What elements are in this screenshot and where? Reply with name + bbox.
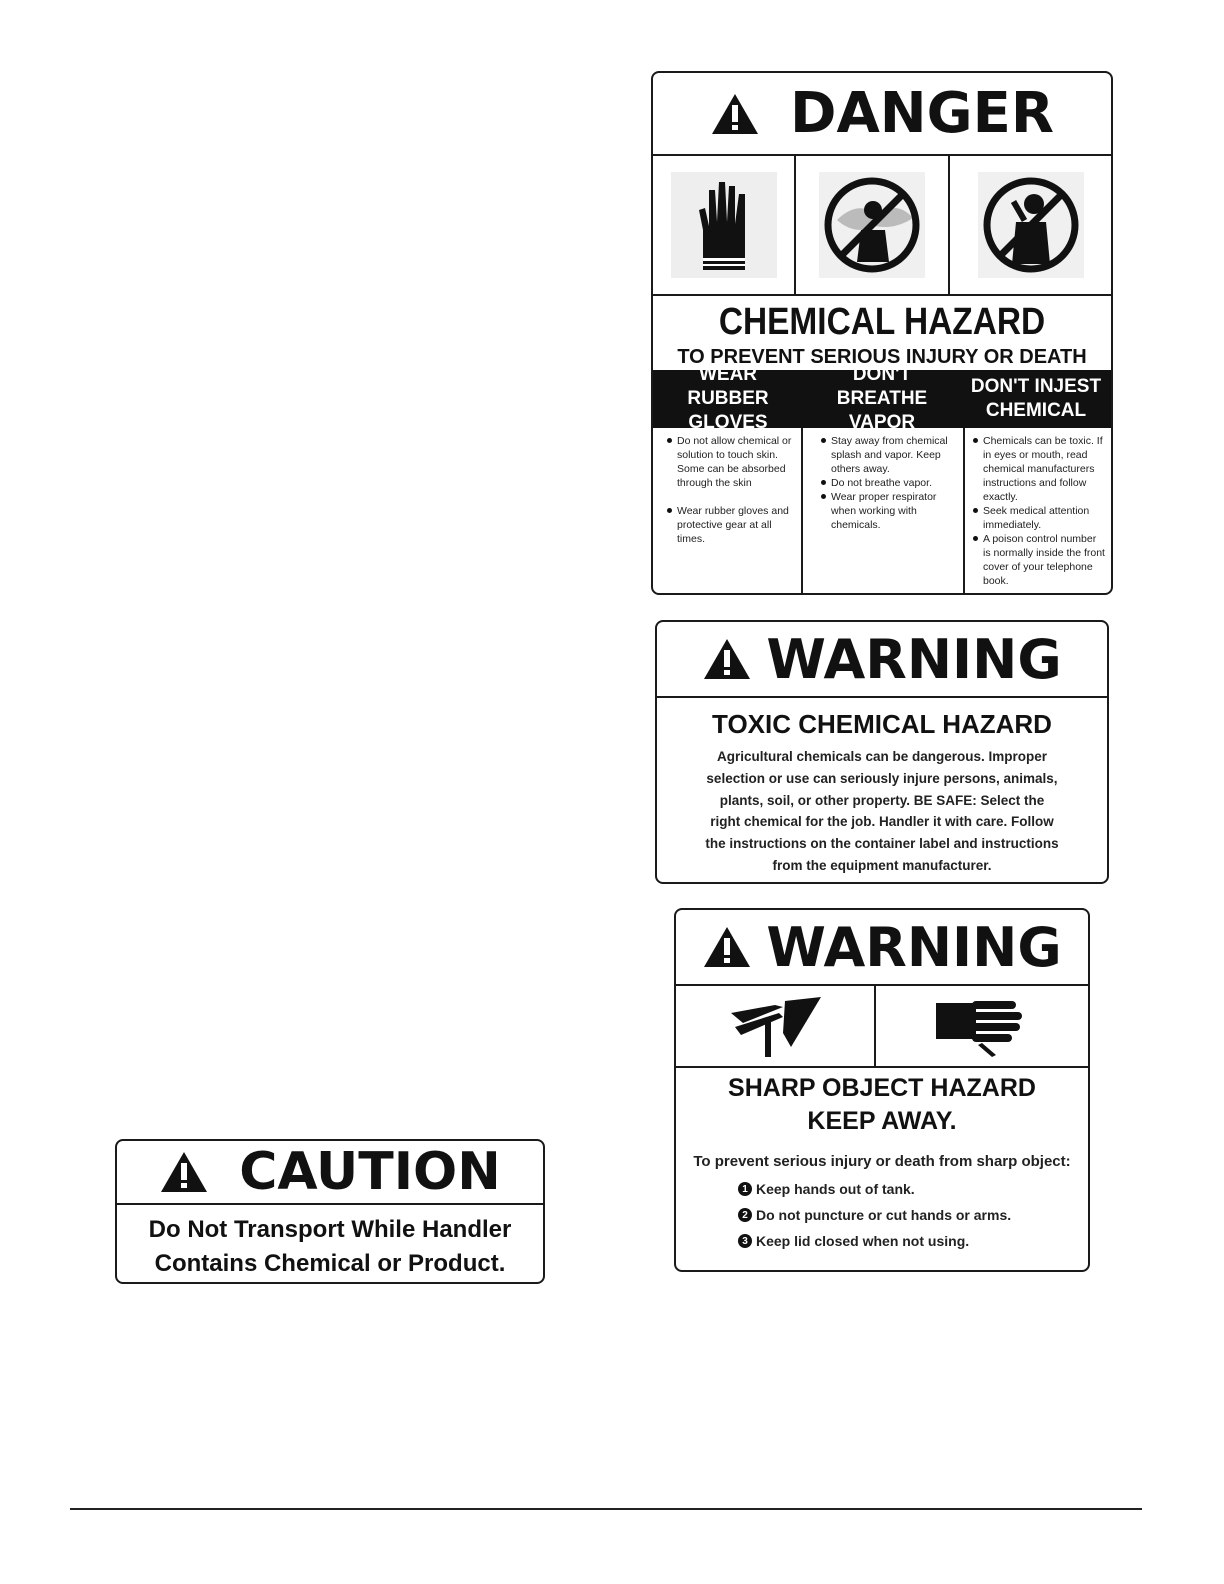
- warning-triangle-icon: [710, 92, 760, 136]
- warning-triangle-icon: [702, 925, 752, 969]
- toxic-body-text: [657, 746, 1107, 877]
- warning-toxic-chemical-label: [655, 620, 1109, 884]
- warning-signal-word: WARNING: [766, 915, 1062, 979]
- caution-line2: Contains Chemical or Product.: [154, 1250, 506, 1277]
- toxic-line: right chemical for the job. Handler it with care. Follow: [710, 814, 1054, 830]
- list-item: [738, 1228, 1088, 1254]
- list-item: Do not allow chemical or solution to touch skin. Some can be absorbed through the skin: [665, 434, 793, 490]
- gloves-bullets: [653, 428, 803, 594]
- list-item: A poison control number is normally inside the front cover of your telephone book.: [971, 532, 1105, 588]
- warning-triangle-icon: [702, 637, 752, 681]
- instruction-text: Keep hands out of tank.: [756, 1181, 915, 1197]
- list-item: Do not breathe vapor.: [819, 476, 955, 490]
- hand-cut-icon: [725, 993, 825, 1059]
- number-badge: 3: [738, 1234, 752, 1248]
- hand-pictogram: [876, 986, 1088, 1066]
- cut-hand-pictogram: [676, 986, 876, 1066]
- warning-toxic-header: [657, 622, 1107, 698]
- list-item: Wear rubber gloves and protective gear at all times.: [665, 504, 793, 546]
- col-header-ingest: DON'T INJEST CHEMICAL: [961, 370, 1111, 428]
- caution-transport-label: [115, 1139, 545, 1284]
- number-badge: 2: [738, 1208, 752, 1222]
- caution-line1: Do Not Transport While Handler: [148, 1216, 512, 1243]
- col-header-gloves: WEAR RUBBER GLOVES: [653, 370, 803, 428]
- caution-header: [117, 1141, 543, 1205]
- list-item: Stay away from chemical splash and vapor. Keep others away.: [819, 434, 955, 476]
- list-item: [738, 1202, 1088, 1228]
- warning-sharp-object-label: [674, 908, 1090, 1272]
- list-item: Wear proper respirator when working with chemicals.: [819, 490, 955, 532]
- sharp-instructions: [738, 1176, 1088, 1254]
- danger-pictogram-row: [653, 156, 1111, 296]
- list-item: Chemicals can be toxic. If in eyes or mouth, read chemical manufacturers instructions and follow exactly.: [971, 434, 1105, 504]
- glove-pictogram: [653, 156, 796, 294]
- ingest-pictogram: [950, 156, 1111, 294]
- sharp-hazard-title: [676, 1072, 1088, 1138]
- sharp-pictogram-row: [676, 986, 1088, 1068]
- hand-icon: [932, 993, 1032, 1059]
- toxic-line: plants, soil, or other property. BE SAFE: Select the: [719, 792, 1045, 808]
- chemical-hazard-title: CHEMICAL HAZARD: [718, 301, 1046, 343]
- rubber-glove-icon: [669, 170, 779, 280]
- number-badge: 1: [738, 1182, 752, 1196]
- warning-triangle-icon: [159, 1150, 209, 1194]
- toxic-line: the instructions on the container label and instructions: [705, 836, 1059, 852]
- toxic-line: Agricultural chemicals can be dangerous. Improper: [716, 749, 1048, 764]
- sharp-title-line1: SHARP OBJECT HAZARD: [728, 1074, 1036, 1102]
- danger-chemical-hazard-label: [651, 71, 1113, 595]
- footer-rule: [70, 1508, 1142, 1510]
- ingest-bullets: [965, 428, 1111, 594]
- instruction-text: Keep lid closed when not using.: [756, 1233, 970, 1249]
- warning-signal-word: WARNING: [766, 627, 1062, 691]
- caution-signal-word: CAUTION: [239, 1142, 501, 1202]
- warning-sharp-header: [676, 910, 1088, 986]
- danger-header: [653, 73, 1111, 156]
- vapor-pictogram: [796, 156, 950, 294]
- danger-signal-word: DANGER: [789, 81, 1055, 146]
- instruction-text: Do not puncture or cut hands or arms.: [756, 1207, 1012, 1223]
- sharp-intro: To prevent serious injury or death from sharp object:: [693, 1153, 1071, 1170]
- list-item: [738, 1176, 1088, 1202]
- sharp-title-line2: KEEP AWAY.: [807, 1107, 957, 1135]
- toxic-line: from the equipment manufacturer.: [772, 857, 992, 873]
- vapor-bullets: [803, 428, 965, 594]
- danger-column-headers: [653, 364, 1111, 433]
- col-header-vapor: DON'T BREATHE VAPOR: [803, 370, 961, 428]
- caution-message: [117, 1213, 543, 1281]
- no-breathing-vapor-icon: [817, 170, 927, 280]
- danger-subtitle: TO PREVENT SERIOUS INJURY OR DEATH: [677, 346, 1087, 368]
- danger-bullet-columns: [653, 428, 1111, 594]
- no-drinking-icon: [976, 170, 1086, 280]
- toxic-line: selection or use can seriously injure persons, animals,: [706, 770, 1058, 786]
- list-item: Seek medical attention immediately.: [971, 504, 1105, 532]
- toxic-hazard-title: TOXIC CHEMICAL HAZARD: [712, 709, 1052, 739]
